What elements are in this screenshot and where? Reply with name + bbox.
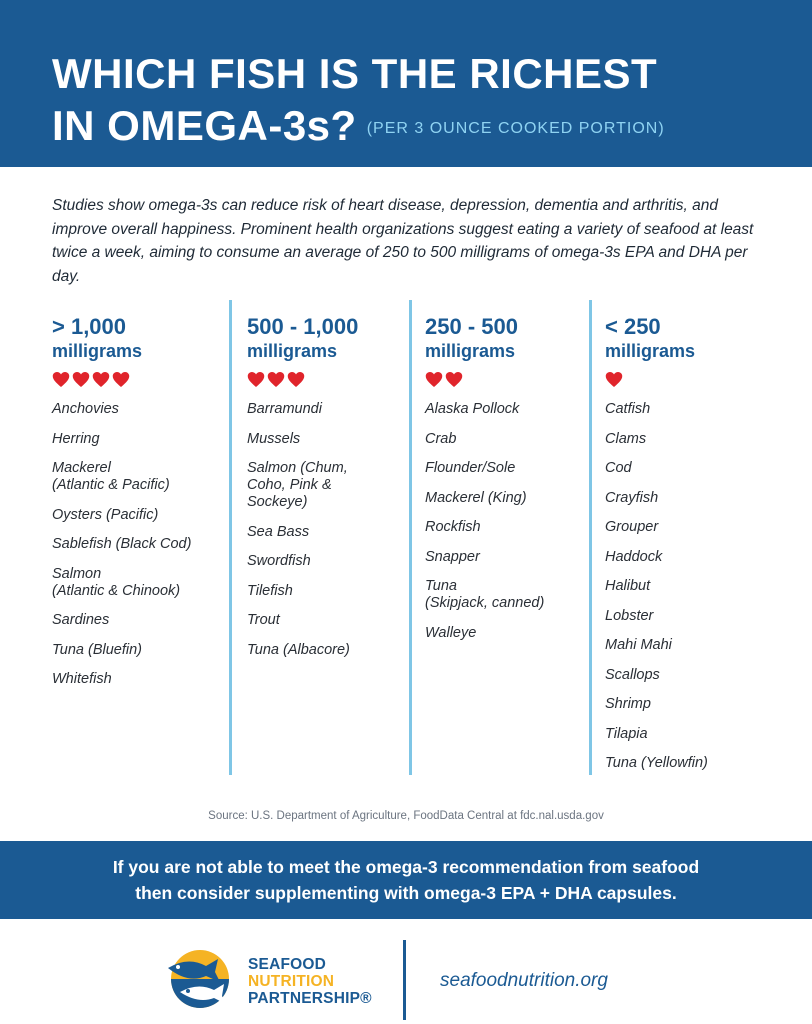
column-unit: milligrams bbox=[605, 341, 696, 361]
fish-item: Salmon (Atlantic & Chinook) bbox=[52, 565, 181, 599]
fish-item: Catfish bbox=[605, 401, 651, 417]
fish-item: Halibut bbox=[605, 578, 651, 594]
logo-wordmark bbox=[248, 956, 372, 1007]
fish-item: Sardines bbox=[52, 612, 110, 628]
partnership-logo bbox=[160, 948, 372, 1015]
fish-item: Whitefish bbox=[52, 671, 112, 687]
logo-line-1: SEAFOOD bbox=[248, 956, 327, 973]
fish-item: Flounder/Sole bbox=[425, 460, 516, 476]
fish-item: Alaska Pollock bbox=[425, 401, 520, 417]
recommendation-line-1: If you are not able to meet the omega-3 recommendation from seafood bbox=[112, 857, 700, 877]
title-line-2: IN OMEGA-3s? bbox=[52, 102, 357, 149]
fish-item: Mackerel (King) bbox=[425, 489, 527, 506]
intro-paragraph: Studies show omega-3s can reduce risk of heart disease, depression, dementia and arthritis, and improve overall happiness. Prominent health organizations suggest eating a variety of seafood at least twice a week, aiming to consume an average of 250 to 500 milligrams of omega-3s EPA and DHA per day. bbox=[52, 197, 754, 285]
column-divider bbox=[409, 300, 412, 775]
heart-icon bbox=[425, 371, 443, 388]
fish-item: Scallops bbox=[605, 666, 660, 683]
column-unit: milligrams bbox=[52, 341, 143, 361]
heart-icon bbox=[72, 371, 90, 388]
column-divider bbox=[229, 300, 232, 775]
fish-item: Rockfish bbox=[425, 519, 481, 535]
recommendation-text bbox=[113, 854, 699, 906]
fish-item: Salmon (Chum, Coho, Pink & Sockeye) bbox=[247, 460, 348, 510]
heart-rating bbox=[247, 371, 358, 393]
fish-item: Sea Bass bbox=[247, 523, 310, 540]
column-under-250 bbox=[605, 314, 708, 785]
fish-item: Tuna (Albacore) bbox=[247, 641, 350, 658]
column-range: 500 - 1,000 bbox=[247, 314, 359, 339]
fish-item: Herring bbox=[52, 430, 100, 447]
recommendation-banner bbox=[0, 841, 812, 919]
page-title bbox=[52, 48, 812, 155]
fish-list bbox=[425, 401, 544, 642]
heart-icon bbox=[52, 371, 70, 388]
footer-divider bbox=[403, 940, 406, 1020]
fish-item: Mackerel (Atlantic & Pacific) bbox=[52, 460, 170, 493]
fish-item: Tuna (Bluefin) bbox=[52, 641, 142, 658]
source-citation: Source: U.S. Department of Agriculture, FoodData Central at fdc.nal.usda.gov bbox=[208, 810, 604, 822]
fish-item: Cod bbox=[605, 460, 632, 476]
heart-icon bbox=[247, 371, 265, 388]
fish-item: Walleye bbox=[425, 624, 477, 641]
logo-line-3: PARTNERSHIP® bbox=[248, 990, 372, 1007]
fish-item: Swordfish bbox=[247, 553, 311, 569]
fish-list bbox=[605, 401, 708, 772]
website-link[interactable]: seafoodnutrition.org bbox=[440, 970, 608, 991]
column-divider bbox=[589, 300, 592, 775]
fish-list bbox=[247, 401, 358, 659]
heart-icon bbox=[287, 371, 305, 388]
recommendation-line-2: then consider supplementing with omega-3 EPA + DHA capsules. bbox=[135, 883, 677, 903]
fish-item: Barramundi bbox=[247, 401, 322, 417]
column-range: 250 - 500 bbox=[425, 314, 518, 339]
fish-item: Anchovies bbox=[52, 401, 119, 417]
fish-item: Tuna (Skipjack, canned) bbox=[425, 578, 545, 611]
column-range: < 250 bbox=[605, 314, 661, 339]
fish-item: Tilapia bbox=[605, 725, 648, 742]
fish-item: Clams bbox=[605, 430, 647, 447]
fish-item: Mussels bbox=[247, 430, 301, 447]
column-unit: milligrams bbox=[425, 341, 516, 361]
fish-item: Oysters (Pacific) bbox=[52, 506, 159, 523]
fish-item: Tilefish bbox=[247, 582, 293, 599]
heart-rating bbox=[52, 371, 191, 393]
fish-item: Sablefish (Black Cod) bbox=[52, 536, 192, 552]
heart-icon bbox=[445, 371, 463, 388]
fish-item: Haddock bbox=[605, 548, 663, 565]
fish-item: Trout bbox=[247, 612, 280, 628]
column-over-1000 bbox=[52, 314, 191, 701]
fish-item: Snapper bbox=[425, 548, 480, 565]
fish-logo-icon bbox=[160, 948, 240, 1015]
fish-item: Crayfish bbox=[605, 489, 659, 506]
heart-rating bbox=[425, 371, 544, 393]
heart-icon bbox=[112, 371, 130, 388]
header-banner bbox=[0, 0, 812, 167]
fish-item: Shrimp bbox=[605, 696, 651, 712]
title-line-1: WHICH FISH IS THE RICHEST bbox=[52, 50, 658, 97]
fish-list bbox=[52, 401, 191, 688]
fish-item: Tuna (Yellowfin) bbox=[605, 755, 708, 771]
title-subtitle: (PER 3 OUNCE COOKED PORTION) bbox=[366, 119, 665, 137]
column-range: > 1,000 bbox=[52, 314, 127, 339]
fish-item: Lobster bbox=[605, 607, 654, 624]
logo-line-2: NUTRITION bbox=[248, 973, 335, 990]
heart-rating bbox=[605, 371, 708, 393]
heart-icon bbox=[92, 371, 110, 388]
fish-item: Grouper bbox=[605, 519, 659, 535]
fish-item: Crab bbox=[425, 430, 457, 447]
column-500-1000 bbox=[247, 314, 358, 671]
heart-icon bbox=[267, 371, 285, 388]
heart-icon bbox=[605, 371, 623, 388]
column-unit: milligrams bbox=[247, 341, 338, 361]
column-250-500 bbox=[425, 314, 544, 654]
fish-item: Mahi Mahi bbox=[605, 637, 672, 653]
